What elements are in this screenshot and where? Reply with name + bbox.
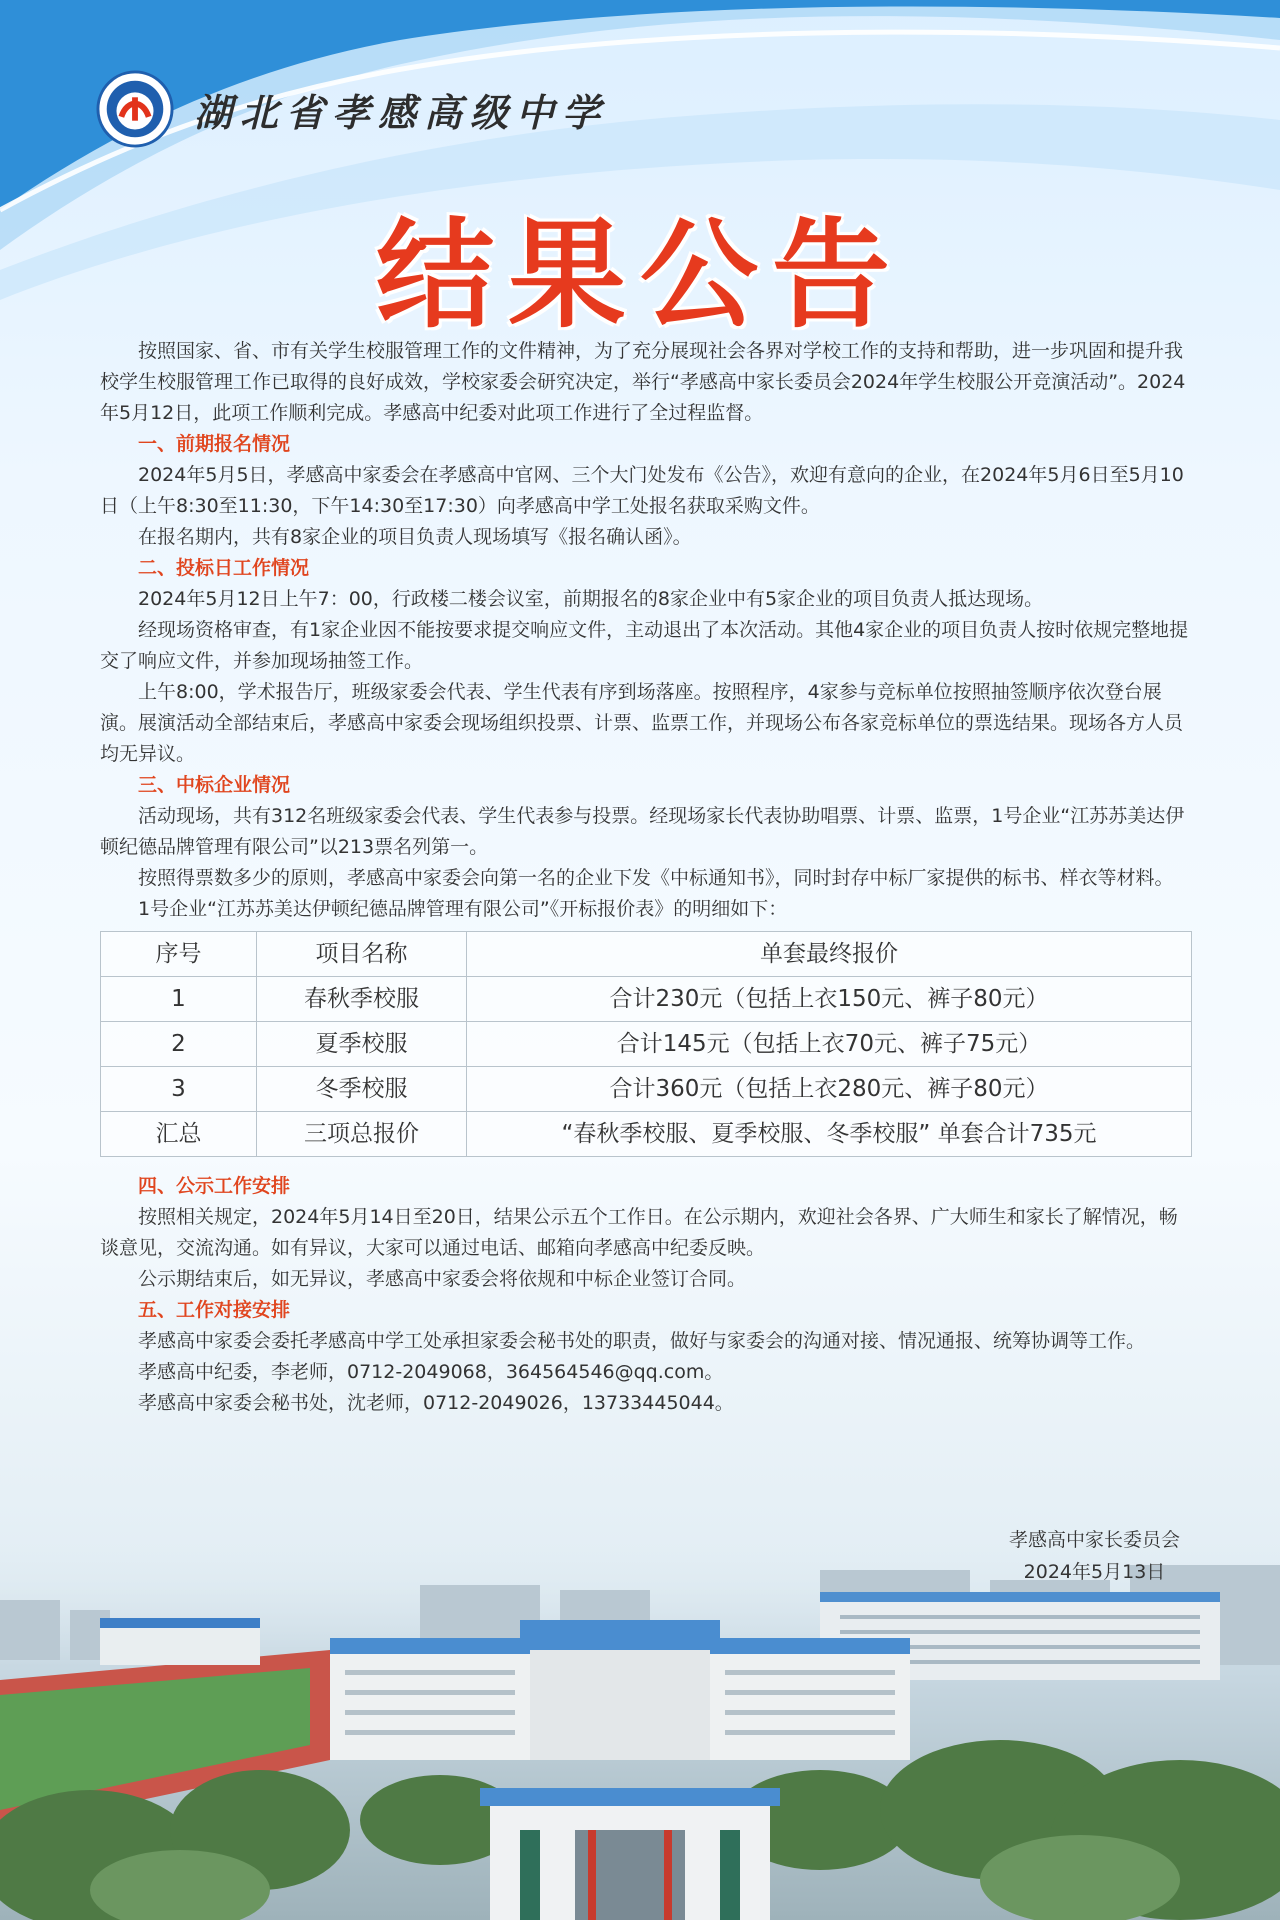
contact-discipline-committee: 孝感高中纪委，李老师，0712-2049068，364564546@qq.com。: [138, 1361, 724, 1383]
table-cell: 冬季校服: [257, 1067, 467, 1112]
table-cell: 合计145元（包括上衣70元、裤子75元）: [467, 1022, 1192, 1067]
contact-secretariat: 孝感高中家委会秘书处，沈老师，0712-2049026，13733445044。: [138, 1392, 734, 1414]
paragraph: 经现场资格审查，有1家企业因不能按要求提交响应文件，主动退出了本次活动。其他4家企业的项目负责人按时依规完整地提交了响应文件，并参加现场抽签工作。: [100, 619, 1189, 672]
signature-date: 2024年5月13日: [1023, 1561, 1166, 1583]
table-cell: 2: [101, 1022, 257, 1067]
signature-org: 孝感高中家长委员会: [1008, 1529, 1180, 1551]
campus-aerial-photo: [0, 1530, 1280, 1920]
table-cell: 合计360元（包括上衣280元、裤子80元）: [467, 1067, 1192, 1112]
table-cell: 3: [101, 1067, 257, 1112]
school-emblem-icon: [96, 70, 174, 148]
table-cell: 1: [101, 977, 257, 1022]
section-heading-bid-day: 二、投标日工作情况: [138, 557, 310, 579]
table-cell: 合计230元（包括上衣150元、裤子80元）: [467, 977, 1192, 1022]
table-cell: 春秋季校服: [257, 977, 467, 1022]
paragraph: 1号企业“江苏苏美达伊顿纪德品牌管理有限公司”《开标报价表》的明细如下：: [138, 898, 788, 920]
section-heading-coordination: 五、工作对接安排: [138, 1299, 291, 1321]
table-header-row: [101, 932, 1192, 977]
paragraph: 公示期结束后，如无异议，孝感高中家委会将依规和中标企业签订合同。: [138, 1268, 747, 1290]
school-name: 湖北省孝感高级中学: [194, 89, 609, 135]
paragraph: 2024年5月12日上午7：00，行政楼二楼会议室，前期报名的8家企业中有5家企业的项目负责人抵达现场。: [138, 588, 1044, 610]
section-heading-publicity: 四、公示工作安排: [138, 1175, 291, 1197]
price-table: [100, 931, 1192, 1157]
section-heading-registration: 一、前期报名情况: [138, 433, 291, 455]
intro-paragraph: 按照国家、省、市有关学生校服管理工作的文件精神，为了充分展现社会各界对学校工作的支持和帮助，进一步巩固和提升我校学生校服管理工作已取得的良好成效，学校家委会研究决定，举行“孝感高中家长委员会2024年学生校服公开竞演活动”。2024年5月12日，此项工作顺利完成。孝感高中纪委对此项工作进行了全过程监督。: [100, 340, 1186, 424]
paragraph: 活动现场，共有312名班级家委会代表、学生代表参与投票。经现场家长代表协助唱票、计票、监票，1号企业“江苏苏美达伊顿纪德品牌管理有限公司”以213票名列第一。: [100, 805, 1185, 858]
table-row: [101, 977, 1192, 1022]
table-cell: “春秋季校服、夏季校服、冬季校服” 单套合计735元: [467, 1112, 1192, 1157]
table-row: [101, 1022, 1192, 1067]
table-cell: 三项总报价: [257, 1112, 467, 1157]
paragraph: 在报名期内，共有8家企业的项目负责人现场填写《报名确认函》。: [138, 526, 692, 548]
paragraph: 孝感高中家委会委托孝感高中学工处承担家委会秘书处的职责，做好与家委会的沟通对接、情况通报、统筹协调等工作。: [138, 1330, 1146, 1352]
section-heading-winner: 三、中标企业情况: [138, 774, 291, 796]
table-header: 单套最终报价: [467, 932, 1192, 977]
school-header: [96, 70, 608, 148]
signature-block: [1009, 1524, 1180, 1588]
table-row: [101, 1112, 1192, 1157]
paragraph: 2024年5月5日，孝感高中家委会在孝感高中官网、三个大门处发布《公告》，欢迎有意向的企业，在2024年5月6日至5月10日（上午8:30至11:30，下午14:30至17:30）向孝感高中学工处报名获取采购文件。: [100, 464, 1184, 517]
table-header: 序号: [101, 932, 257, 977]
table-header: 项目名称: [257, 932, 467, 977]
paragraph: 按照相关规定，2024年5月14日至20日，结果公示五个工作日。在公示期内，欢迎社会各界、广大师生和家长了解情况，畅谈意见，交流沟通。如有异议，大家可以通过电话、邮箱向孝感高中纪委反映。: [100, 1206, 1178, 1259]
table-row: [101, 1067, 1192, 1112]
table-cell: 夏季校服: [257, 1022, 467, 1067]
paragraph: 上午8:00，学术报告厅，班级家委会代表、学生代表有序到场落座。按照程序，4家参与竞标单位按照抽签顺序依次登台展演。展演活动全部结束后，孝感高中家委会现场组织投票、计票、监票工作，并现场公布各家竞标单位的票选结果。现场各方人员均无异议。: [100, 681, 1184, 765]
announcement-body: [100, 336, 1192, 1419]
page-title: 结果公告: [375, 206, 904, 344]
paragraph: 按照得票数多少的原则，孝感高中家委会向第一名的企业下发《中标通知书》，同时封存中标厂家提供的标书、样衣等材料。: [138, 867, 1174, 889]
table-cell: 汇总: [101, 1112, 257, 1157]
